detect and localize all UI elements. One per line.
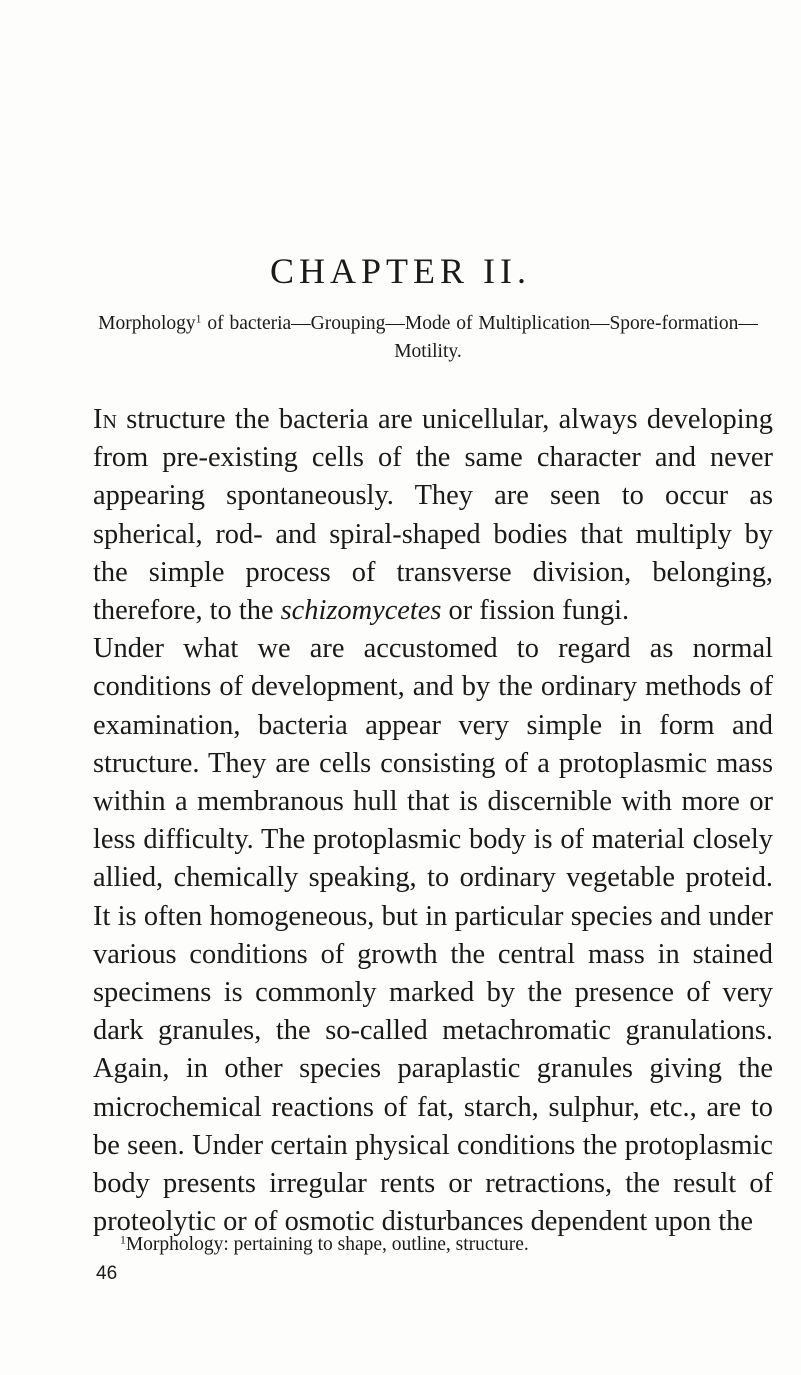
- chapter-synopsis: [92, 310, 764, 366]
- footnote-text: Morphology: pertaining to shape, outline, structure.: [125, 1234, 529, 1255]
- paragraph-2: Under what we are accustomed to regard as normal conditions of development, and by the ordinary methods of examination, bacteria appear very simple in form and structure. They are cells consisting of a protoplasmic mass within a membranous hull that is discernible with more or less difficulty. The protoplasmic body is of material closely allied, chemically speaking, to ordinary vegetable proteid. It is often homogeneous, but in particular species and under various conditions of growth the central mass in stained specimens is commonly marked by the presence of very dark granules, the so-called metachromatic granulations. Again, in other species paraplastic granules giving the microchemical reactions of fat, starch, sulphur, etc., are to be seen. Under certain physical conditions the protoplasmic body presents irregular rents or retractions, the result of proteolytic or of osmotic disturbances dependent upon the: [93, 633, 773, 1238]
- paragraph-opening-word: In: [93, 404, 117, 435]
- synopsis-lead: Morphology: [98, 313, 196, 334]
- chapter-title: CHAPTER II.: [270, 251, 531, 291]
- page-number: 46: [96, 1263, 118, 1284]
- footnote: [120, 1232, 780, 1258]
- paragraph-1: [93, 401, 773, 630]
- footnote-reference: 1: [195, 312, 202, 326]
- body-text: [93, 401, 773, 1241]
- paragraph-1-text-a: structure the bacteria are unicellular, always developing from pre-existing cells of the same character and never appearing spontaneously. They are seen to occur as spherical, rod- and spiral-shaped bodies that multiply by the simple process of transverse division, belonging, therefore, to the: [93, 404, 773, 627]
- paragraph-1-text-b: or fission fungi.: [441, 595, 630, 627]
- synopsis-text: of bacteria—Grouping—Mode of Multiplication—Spore-formation—Motility.: [201, 313, 758, 362]
- paragraph-1-italic-term: schizomycetes: [280, 595, 442, 627]
- footnote-mark: 1: [120, 1233, 126, 1247]
